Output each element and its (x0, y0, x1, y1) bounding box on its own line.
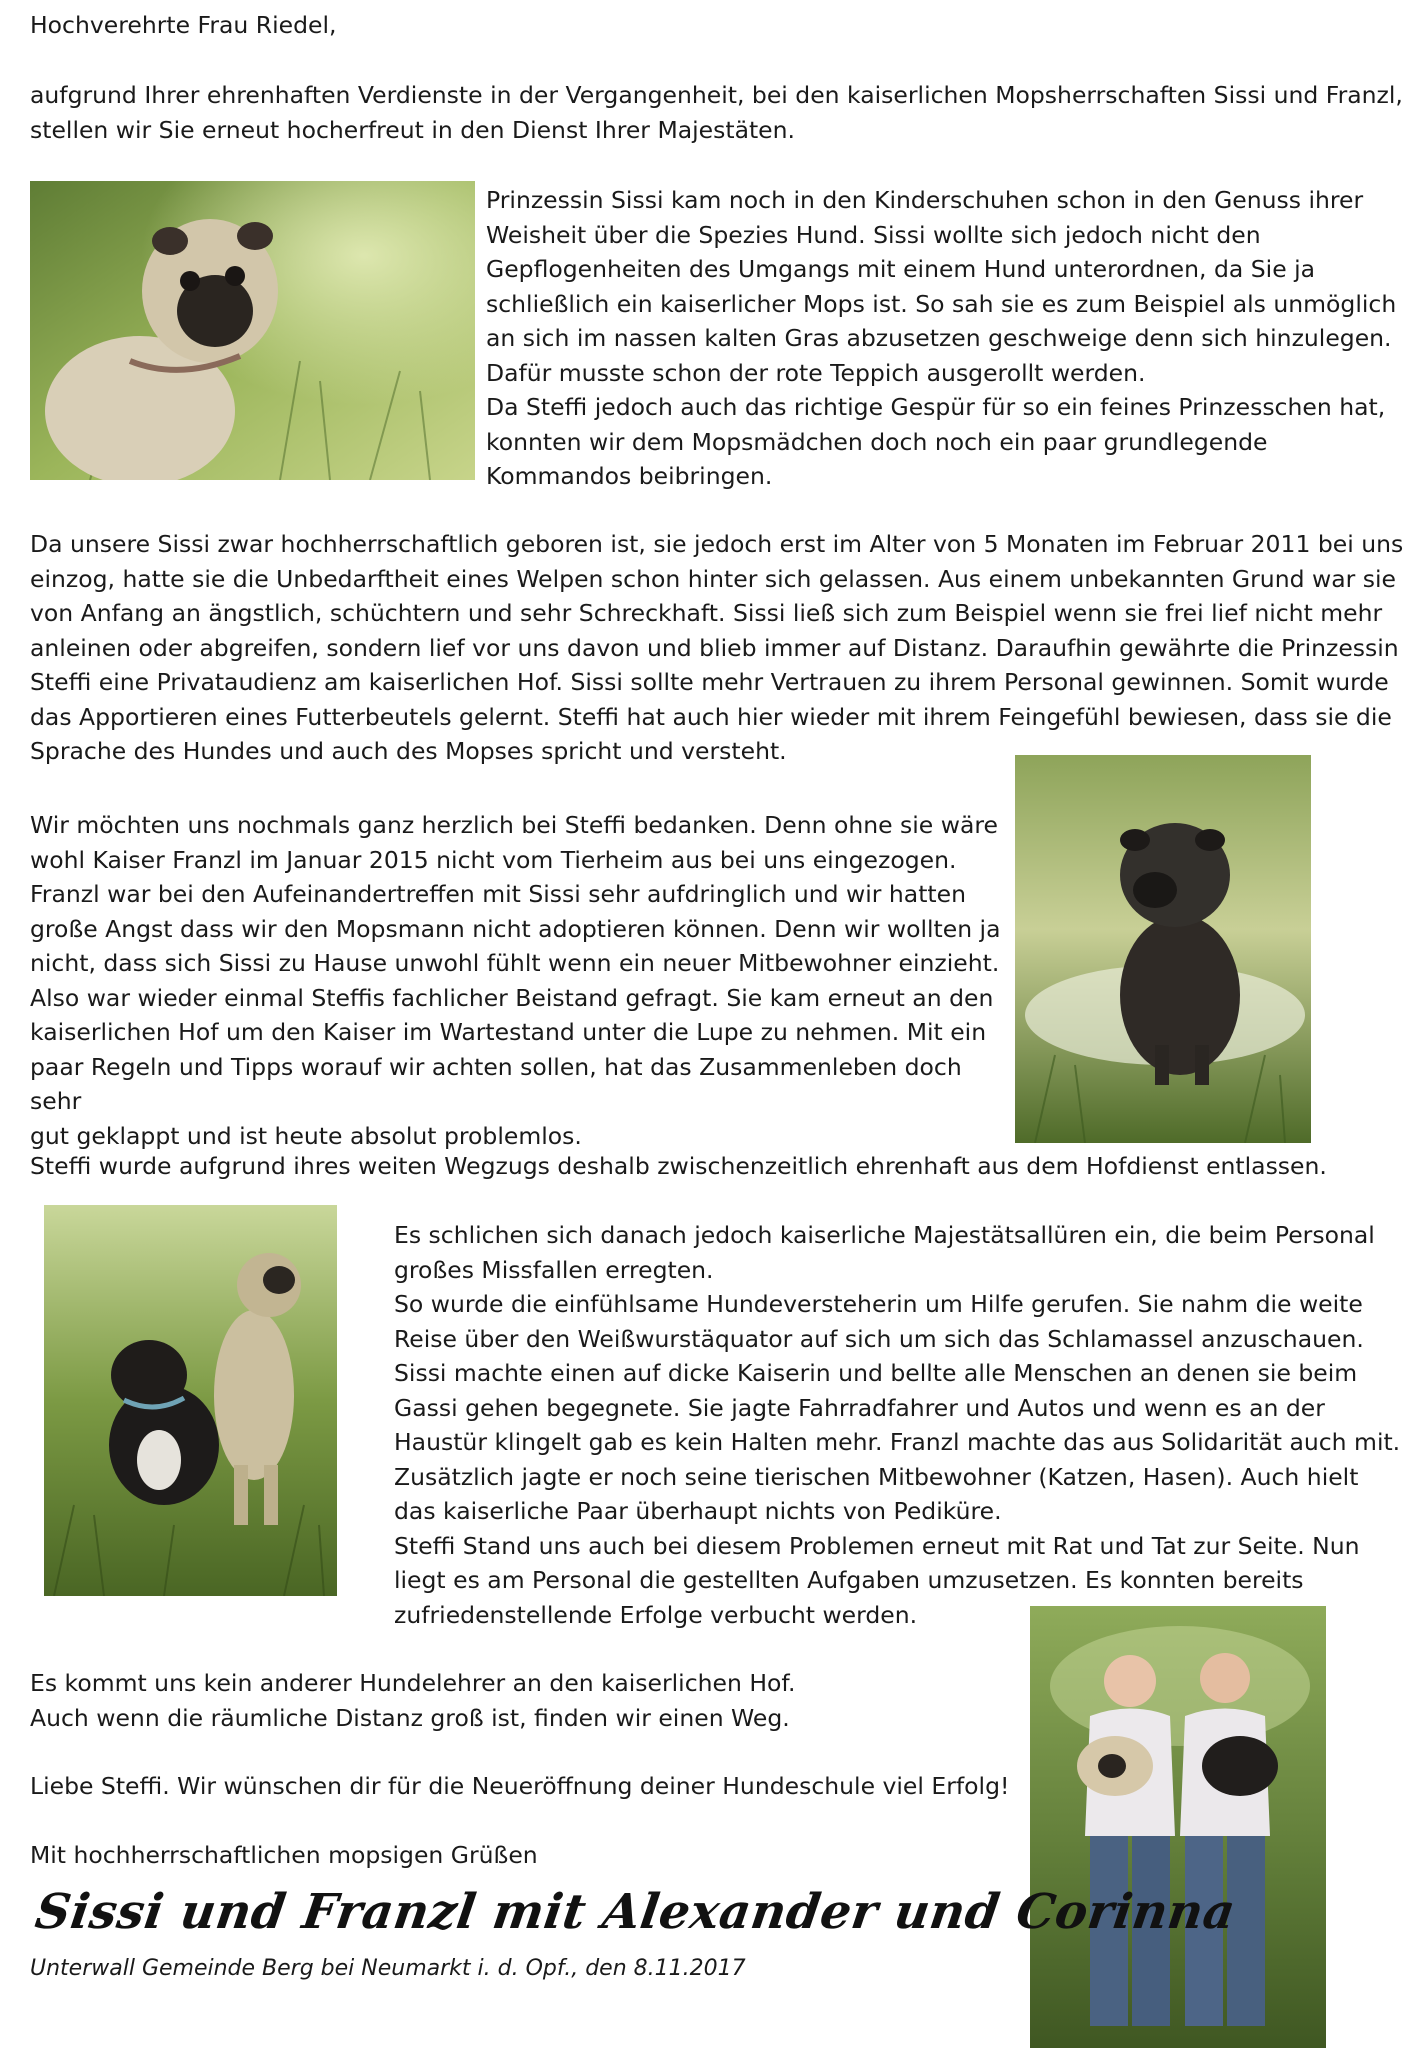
paragraph-franzl: Wir möchten uns nochmals ganz herzlich bei Steffi bedanken. Denn ohne sie wäre wohl Kaiser Franzl im Januar 2015 nicht vom Tierheim aus bei uns eingezogen. Franzl war bei den Aufeinandertreffen mit Sissi sehr aufdringlich und wir hatten große Angst dass wir den Mopsmann nicht adoptieren können. Denn wir wollten ja nicht, dass sich Sissi zu Hause unwohl fühlt wenn ein neuer Mitbewohner einzieht. Also war wieder einmal Steffis fachlicher Beistand gefragt. Sie kam erneut an den kaiserlichen Hof um den Kaiser im Wartestand unter die Lupe zu nehmen. Mit ein paar Regeln und Tipps worauf wir achten sollen, hat das Zusammenleben doch sehr gut geklappt und ist heute absolut problemlos. (30, 811, 1001, 1150)
paragraph-sissi: Prinzessin Sissi kam noch in den Kinderschuhen schon in den Genuss ihrer Weisheit über die Spezies Hund. Sissi wollte sich jedoch nicht den Gepflogenheiten des Umgangs mit einem Hund unterordnen, da Sie ja schließlich ein kaiserlicher Mops ist. So sah sie es zum Beispiel als unmöglich an sich im nassen kalten Gras abzusetzen geschweige denn sich hinzulegen. Dafür musste schon der rote Teppich ausgerollt werden. Da Steffi jedoch auch das richtige Gespür für so ein feines Prinzesschen hat, konnten wir dem Mopsmädchen doch noch ein paar grundlegende Kommandos beibringen. (486, 186, 1397, 490)
owners-photo-icon (1030, 1606, 1326, 2048)
place-date: Unterwall Gemeinde Berg bei Neumarkt i. d. Opf., den 8.11.2017 (30, 1956, 746, 1981)
salutation: Hochverehrte Frau Riedel, (30, 11, 337, 39)
photo-two-pugs (44, 1205, 337, 1596)
paragraph-closing: Es kommt uns kein anderer Hundelehrer an den kaiserlichen Hof. Auch wenn die räumliche Distanz groß ist, finden wir einen Weg. (30, 1669, 796, 1732)
photo-pug-franzl (1015, 755, 1311, 1143)
paragraph-leave: Steffi wurde aufgrund ihres weiten Wegzugs deshalb zwischenzeitlich ehrenhaft aus dem Hofdienst entlassen. (30, 1152, 1327, 1180)
pug-photo-icon (1015, 755, 1311, 1143)
intro-paragraph: aufgrund Ihrer ehrenhaften Verdienste in der Vergangenheit, bei den kaiserlichen Mopsherrschaften Sissi und Franzl, stellen wir Sie erneut hocherfreut in den Dienst Ihrer Majestäten. (30, 81, 1403, 144)
signature: Sissi und Franzl mit Alexander und Corinna (32, 1884, 1239, 1940)
photo-pug-sissi (30, 181, 475, 480)
paragraph-arrival: Da unsere Sissi zwar hochherrschaftlich geboren ist, sie jedoch erst im Alter von 5 Monaten im Februar 2011 bei uns einzog, hatte sie die Unbedarftheit eines Welpen schon hinter sich gelassen. Aus einem unbekannten Grund war sie von Anfang an ängstlich, schüchtern und sehr Schreckhaft. Sissi ließ sich zum Beispiel wenn sie frei lief nicht mehr anleinen oder abgreifen, sondern lief vor uns davon und blieb immer auf Distanz. Daraufhin gewährte die Prinzessin Steffi eine Privataudienz am kaiserlichen Hof. Sissi sollte mehr Vertrauen zu ihrem Personal gewinnen. Somit wurde das Apportieren eines Futterbeutels gelernt. Steffi hat auch hier wieder mit ihrem Feingefühl bewiesen, dass sie die Sprache des Hundes und auch des Mopses spricht und versteht. (30, 530, 1404, 765)
greeting-line: Mit hochherrschaftlichen mopsigen Grüßen (30, 1841, 538, 1869)
pugs-photo-icon (44, 1205, 337, 1596)
wish-line: Liebe Steffi. Wir wünschen dir für die Neueröffnung deiner Hundeschule viel Erfolg! (30, 1772, 1010, 1800)
paragraph-return: Es schlichen sich danach jedoch kaiserliche Majestätsallüren ein, die beim Personal großes Missfallen erregten. So wurde die einfühlsame Hundeversteherin um Hilfe gerufen. Sie nahm die weite Reise über den Weißwurstäquator auf sich um sich das Schlamassel anzuschauen. Sissi machte einen auf dicke Kaiserin und bellte alle Menschen an denen sie beim Gassi gehen begegnete. Sie jagte Fahrradfahrer und Autos und wenn es an der Haustür klingelt gab es kein Halten mehr. Franzl machte das aus Solidarität auch mit. Zusätzlich jagte er noch seine tierischen Mitbewohner (Katzen, Hasen). Auch hielt das kaiserliche Paar überhaupt nichts von Pediküre. Steffi Stand uns auch bei diesem Problemen erneut mit Rat und Tat zur Seite. Nun liegt es am Personal die gestellten Aufgaben umzusetzen. Es konnten bereits zufriedenstellende Erfolge verbucht werden. (394, 1221, 1401, 1629)
photo-owners (1030, 1606, 1326, 2048)
pug-photo-icon (30, 181, 475, 480)
